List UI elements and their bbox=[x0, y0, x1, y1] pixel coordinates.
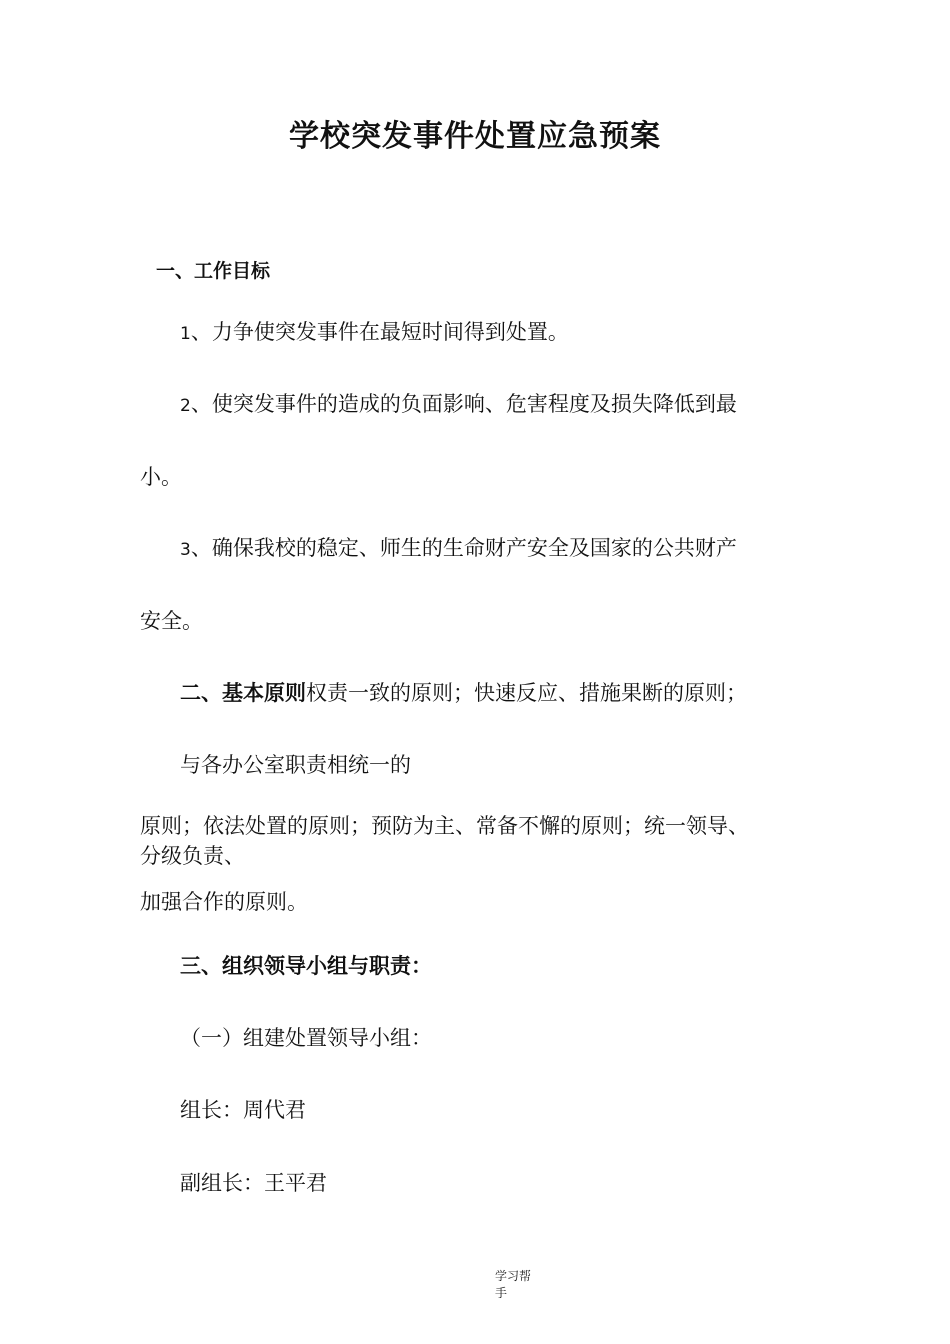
goal-item-2-number: 2 bbox=[180, 396, 191, 416]
organization-subheading: （一）组建处置领导小组： bbox=[180, 1026, 432, 1050]
goal-item-1-number: 1 bbox=[180, 324, 191, 344]
goal-item-1-text: 、力争使突发事件在最短时间得到处置。 bbox=[190, 320, 569, 344]
goal-item-3-number: 3 bbox=[180, 540, 191, 560]
goal-item-1 bbox=[180, 317, 569, 349]
principles-text-b: 与各办公室职责相统一的 bbox=[180, 753, 411, 777]
principles-text-e: 加强合作的原则。 bbox=[140, 890, 308, 914]
group-deputy-leader: 副组长：王平君 bbox=[180, 1171, 327, 1195]
goal-item-3-text: 、确保我校的稳定、师生的生命财产安全及国家的公共财产 bbox=[190, 536, 737, 560]
goal-item-2-continued: 小。 bbox=[140, 465, 182, 489]
section-heading-goals: 一、工作目标 bbox=[156, 260, 271, 282]
goal-item-3 bbox=[180, 533, 737, 565]
goal-item-2 bbox=[180, 389, 737, 421]
principles-text-a: 权责一致的原则；快速反应、措施果断的原则； bbox=[306, 681, 747, 705]
page-footer: 学习帮手 bbox=[495, 1269, 532, 1300]
document-title: 学校突发事件处置应急预案 bbox=[289, 119, 661, 154]
goal-item-2-text: 、使突发事件的造成的负面影响、危害程度及损失降低到最 bbox=[190, 392, 737, 416]
section-heading-principles: 二、基本原则 bbox=[180, 681, 306, 705]
principles-paragraph bbox=[180, 678, 747, 708]
section-heading-organization: 三、组织领导小组与职责： bbox=[180, 954, 432, 978]
principles-text-c: 原则；依法处置的原则；预防为主、常备不懈的原则；统一领导、 bbox=[140, 814, 749, 838]
principles-text-d: 分级负责、 bbox=[140, 844, 245, 868]
goal-item-3-continued: 安全。 bbox=[140, 609, 203, 633]
group-leader: 组长：周代君 bbox=[180, 1098, 306, 1122]
